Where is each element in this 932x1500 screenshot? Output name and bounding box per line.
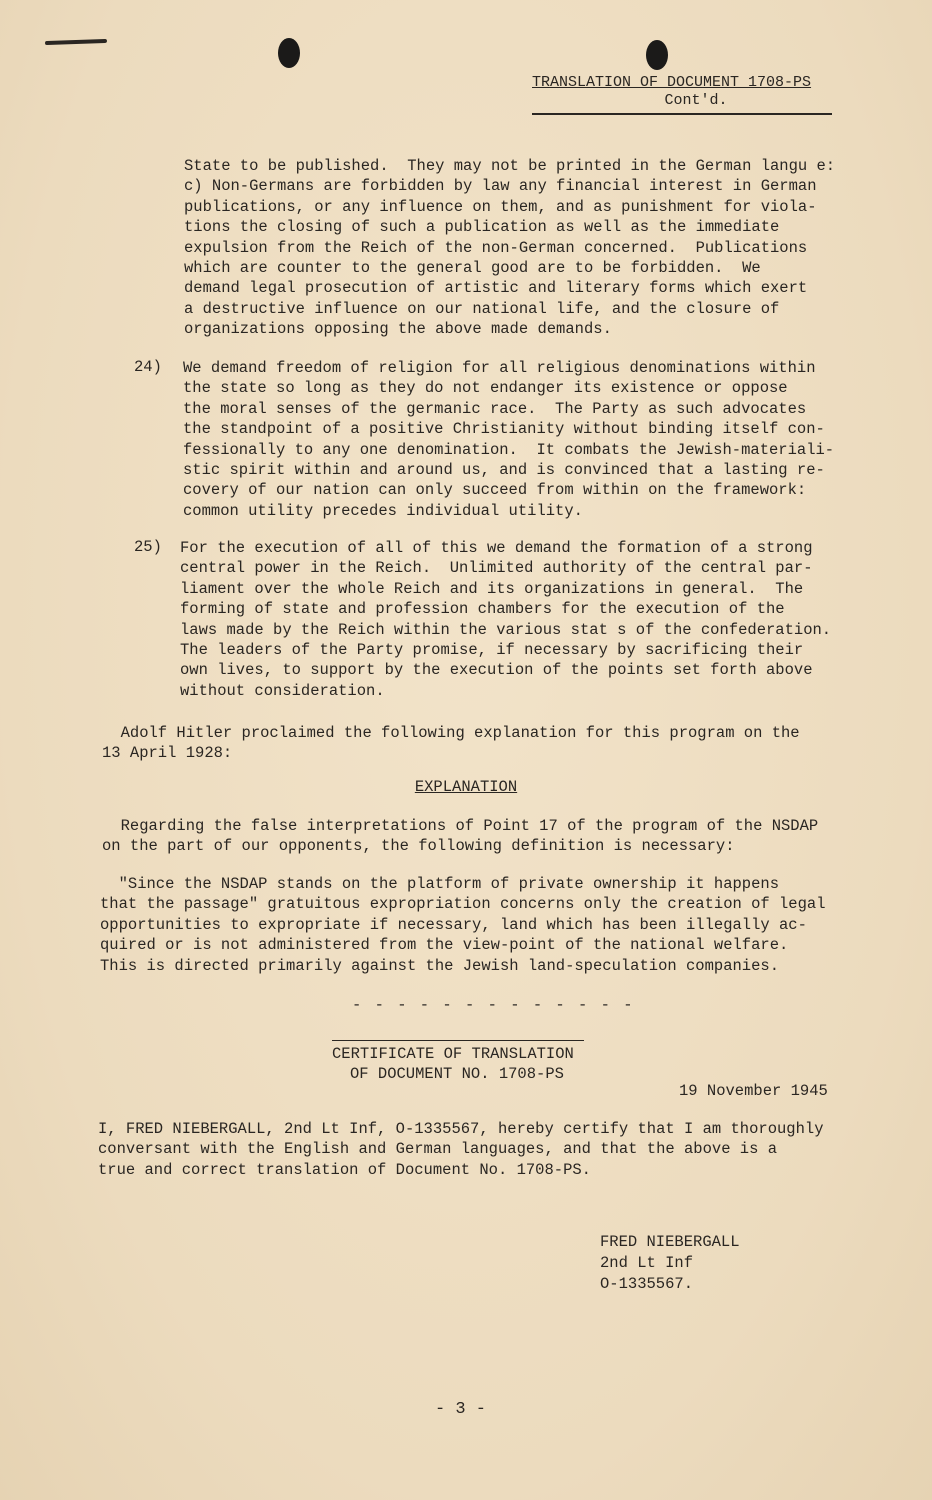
certificate-heading [332, 1040, 584, 1084]
explanation-heading-text: EXPLANATION [414, 778, 518, 796]
separator-dashes: - - - - - - - - - - - - - [352, 996, 635, 1014]
explanation-heading [0, 778, 932, 796]
point-24-number: 24) [134, 358, 162, 376]
certificate-title-line1: CERTIFICATE OF TRANSLATION [332, 1045, 574, 1063]
point-24-text: We demand freedom of religion for all religious denominations within the state so long as they do not endanger its existence or oppose the moral senses of the germanic race. The Party as such advocates the standpoint of a positive Christianity without binding itself con- fessionally to any one denomination. It combats the Jewish-materiali- stic spirit within and around us, and is convinced that a lasting re- covery of our nation can only succeed from within on the framework: common utility precedes individual utility. [183, 359, 835, 520]
signature-serial: O-1335567. [600, 1275, 694, 1293]
page-number: - 3 - [435, 1400, 487, 1419]
point-25-number: 25) [134, 538, 162, 556]
header-rule [532, 113, 832, 115]
header-continued: Cont'd. [664, 92, 728, 109]
certificate-date: 19 November 1945 [679, 1082, 828, 1100]
punch-hole-right [646, 40, 668, 70]
explanation-paragraph: Regarding the false interpretations of Point 17 of the program of the NSDAP on the part of our opponents, the following definition is necessary: [102, 817, 819, 856]
quote-paragraph: "Since the NSDAP stands on the platform of private ownership it happens that the passage" gratuitous expropriation concerns only the creation of legal opportunities to expropriate if necessary, land which has been illegally ac- quired or is not administered from the view-point of the national welfare. This is directed primarily against the Jewish land-speculation companies. [100, 875, 826, 975]
paragraph-continuation: State to be published. They may not be printed in the German langu e: c) Non-Germans are forbidden by law any financial interest in German publications, or any influence on them, and as punishment for viola- tions the closing of such a publication as well as the immediate expulsion from the Reich of the non-German concerned. Publications which are counter to the general good are to be forbidden. We demand legal prosecution of artistic and literary forms which exert a destructive influence on our national life, and the closure of organizations opposing the above made demands. [184, 157, 836, 339]
hitler-intro: Adolf Hitler proclaimed the following explanation for this program on the 13 April 1928: [102, 724, 800, 763]
ink-mark [45, 39, 107, 45]
point-25-text: For the execution of all of this we demand the formation of a strong central power in the Reich. Unlimited authority of the central par- liament over the whole Reich and its organizations in general. The forming of state and profession chambers for the execution of the laws made by the Reich within the various stat s of the confederation. The leaders of the Party promise, if necessary by sacrificing their own lives, to support by the execution of the points set forth above without consideration. [180, 539, 832, 700]
signature-rank: 2nd Lt Inf [600, 1254, 694, 1272]
certificate-statement: I, FRED NIEBERGALL, 2nd Lt Inf, O-1335567, hereby certify that I am thoroughly conversant with the English and German languages, and that the above is a true and correct translation of Document No. 1708-PS. [98, 1120, 824, 1179]
certificate-title-line2: OF DOCUMENT NO. 1708-PS [350, 1065, 564, 1083]
punch-hole-left [278, 38, 300, 68]
signature-name: FRED NIEBERGALL [600, 1233, 740, 1251]
signature-block [600, 1232, 740, 1295]
document-header [532, 74, 834, 115]
header-title: TRANSLATION OF DOCUMENT 1708-PS [532, 74, 812, 91]
